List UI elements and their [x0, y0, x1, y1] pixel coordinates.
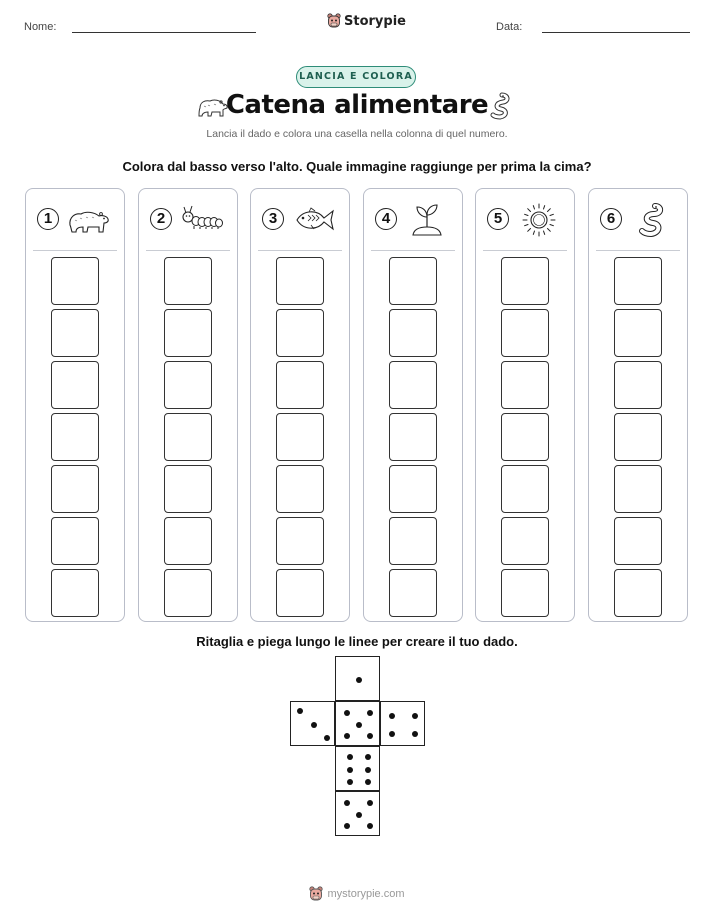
die-pip — [356, 677, 362, 683]
die-face-3 — [290, 701, 335, 746]
color-box[interactable] — [501, 465, 549, 513]
die-pip — [347, 767, 353, 773]
color-box[interactable] — [501, 361, 549, 409]
color-box[interactable] — [164, 413, 212, 461]
color-box[interactable] — [389, 569, 437, 617]
column-number: 6 — [600, 208, 622, 230]
color-box[interactable] — [164, 517, 212, 565]
footer — [0, 886, 714, 902]
column-3 — [250, 188, 350, 622]
color-box[interactable] — [51, 257, 99, 305]
color-box[interactable] — [276, 413, 324, 461]
storypie-mascot-icon — [327, 13, 341, 29]
color-box[interactable] — [276, 569, 324, 617]
date-label: Data: — [496, 21, 523, 33]
column-divider — [596, 250, 680, 251]
die-face-5 — [335, 791, 380, 836]
color-box[interactable] — [51, 569, 99, 617]
date-line[interactable] — [542, 32, 690, 33]
die-pip — [367, 710, 373, 716]
die-pip — [324, 735, 330, 741]
column-header — [251, 189, 349, 251]
page-title: Catena alimentare — [225, 90, 489, 120]
column-divider — [483, 250, 567, 251]
die-pip — [389, 731, 395, 737]
color-box[interactable] — [51, 361, 99, 409]
color-box[interactable] — [389, 413, 437, 461]
name-label: Nome: — [24, 21, 57, 33]
polar-bear-icon — [66, 201, 112, 239]
footer-url[interactable]: mystorypie.com — [327, 888, 405, 900]
color-box[interactable] — [164, 309, 212, 357]
sun-icon — [516, 201, 562, 239]
die-pip — [412, 713, 418, 719]
column-header — [589, 189, 687, 251]
color-box[interactable] — [389, 309, 437, 357]
die-pip — [412, 731, 418, 737]
color-box[interactable] — [164, 361, 212, 409]
brand-logo — [327, 13, 406, 29]
column-divider — [146, 250, 230, 251]
column-2 — [138, 188, 238, 622]
color-box[interactable] — [51, 309, 99, 357]
die-pip — [356, 722, 362, 728]
color-box[interactable] — [614, 517, 662, 565]
die-pip — [365, 754, 371, 760]
color-box[interactable] — [389, 361, 437, 409]
name-line[interactable] — [72, 32, 256, 33]
column-number: 3 — [262, 208, 284, 230]
die-instruction: Ritaglia e piega lungo le linee per creare il tuo dado. — [196, 634, 518, 649]
page-subtitle: Lancia il dado e colora una casella nella colonna di quel numero. — [206, 128, 508, 140]
column-header — [364, 189, 462, 251]
die-pip — [347, 754, 353, 760]
color-box[interactable] — [614, 361, 662, 409]
color-box[interactable] — [276, 517, 324, 565]
die-face-1 — [335, 656, 380, 701]
column-5 — [475, 188, 575, 622]
color-box[interactable] — [614, 257, 662, 305]
game-instruction: Colora dal basso verso l'alto. Quale immagine raggiunge per prima la cima? — [122, 159, 592, 174]
color-box[interactable] — [501, 569, 549, 617]
color-box[interactable] — [276, 309, 324, 357]
color-box[interactable] — [614, 413, 662, 461]
color-box[interactable] — [164, 257, 212, 305]
die-face-4 — [380, 701, 425, 746]
caterpillar-icon — [179, 201, 225, 239]
die-face-6 — [335, 746, 380, 791]
color-box[interactable] — [614, 569, 662, 617]
color-box[interactable] — [51, 517, 99, 565]
color-box[interactable] — [276, 465, 324, 513]
die-pip — [367, 823, 373, 829]
column-number: 5 — [487, 208, 509, 230]
column-6 — [588, 188, 688, 622]
color-box[interactable] — [501, 257, 549, 305]
color-box[interactable] — [51, 413, 99, 461]
worm-title-icon — [488, 91, 514, 121]
die-pip — [367, 800, 373, 806]
column-number: 4 — [375, 208, 397, 230]
color-box[interactable] — [164, 569, 212, 617]
column-header — [26, 189, 124, 251]
color-box[interactable] — [614, 309, 662, 357]
die-pip — [356, 812, 362, 818]
color-box[interactable] — [389, 465, 437, 513]
activity-badge: LANCIA E COLORA — [296, 66, 416, 88]
die-pip — [365, 767, 371, 773]
die-face-5 — [335, 701, 380, 746]
sprout-icon — [404, 201, 450, 239]
fish-icon — [291, 201, 337, 239]
die-pip — [344, 823, 350, 829]
die-pip — [297, 708, 303, 714]
color-box[interactable] — [164, 465, 212, 513]
column-1 — [25, 188, 125, 622]
column-number: 1 — [37, 208, 59, 230]
color-box[interactable] — [389, 257, 437, 305]
color-box[interactable] — [276, 361, 324, 409]
die-pip — [367, 733, 373, 739]
column-divider — [258, 250, 342, 251]
die-pip — [344, 710, 350, 716]
color-box[interactable] — [276, 257, 324, 305]
column-4 — [363, 188, 463, 622]
die-pip — [347, 779, 353, 785]
column-header — [139, 189, 237, 251]
worm-icon — [629, 201, 675, 239]
die-pip — [389, 713, 395, 719]
die-pip — [344, 733, 350, 739]
color-box[interactable] — [501, 517, 549, 565]
column-header — [476, 189, 574, 251]
color-box[interactable] — [501, 413, 549, 461]
storypie-mascot-icon — [309, 886, 323, 902]
die-pip — [311, 722, 317, 728]
color-box[interactable] — [614, 465, 662, 513]
die-pip — [365, 779, 371, 785]
brand-name: Storypie — [344, 13, 406, 29]
die-pip — [344, 800, 350, 806]
column-divider — [33, 250, 117, 251]
color-box[interactable] — [389, 517, 437, 565]
column-divider — [371, 250, 455, 251]
color-box[interactable] — [51, 465, 99, 513]
color-box[interactable] — [501, 309, 549, 357]
column-number: 2 — [150, 208, 172, 230]
